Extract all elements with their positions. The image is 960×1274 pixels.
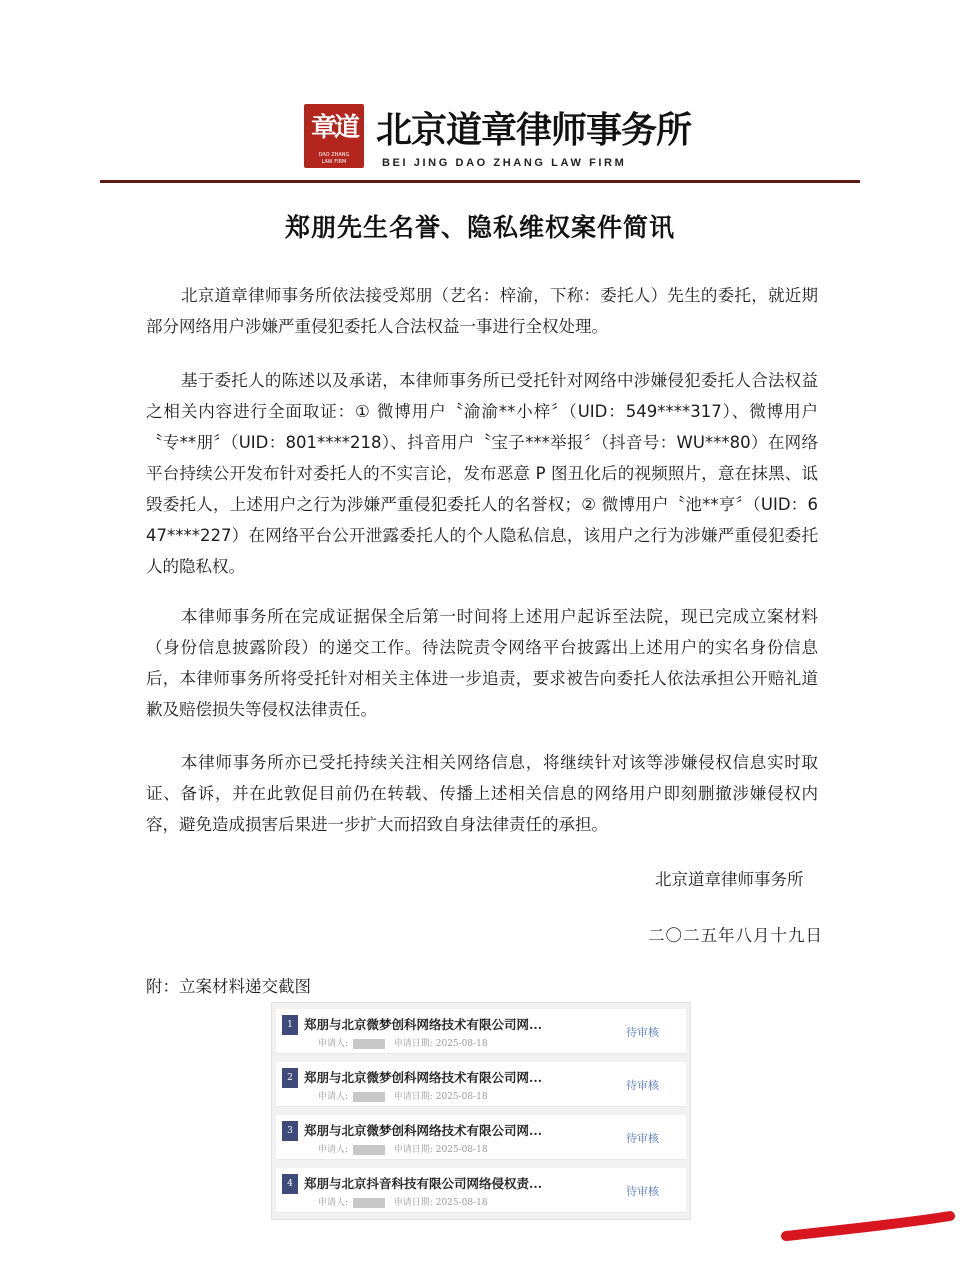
case-number-badge: 3: [282, 1121, 298, 1141]
seal-subtitle-2: LAW FIRM: [321, 159, 347, 165]
attachment-label: 附：立案材料递交截图: [146, 977, 311, 996]
date-label: 申请日期:: [393, 1198, 433, 1208]
case-meta: [318, 1195, 488, 1208]
date-label: 申请日期:: [393, 1092, 433, 1102]
letterhead: [0, 0, 960, 190]
case-meta: [318, 1036, 488, 1049]
case-status: 待审核: [626, 1132, 659, 1145]
applicant-label: 申请人:: [318, 1145, 349, 1155]
paragraph-2: 基于委托人的陈述以及承诺，本律师事务所已受托针对网络中涉嫌侵犯委托人合法权益之相关内容进行全面取证：① 微博用户〝渝渝**小梓〞（UID：549****317）、微博用户〝专**朋〞（UID：801****218）、抖音用户〝宝子***举报〞（抖音号：WU***80）在网络平台持续公开发布针对委托人的不实言论，发布恶意 P 图丑化后的视频照片，意在抹黑、诋毁委托人，上述用户之行为涉嫌严重侵犯委托人的名誉权；② 微博用户〝池**亨〞（UID：647****227）在网络平台公开泄露委托人的个人隐私信息，该用户之行为涉嫌严重侵犯委托人的隐私权。: [146, 371, 818, 576]
case-row: [276, 1168, 686, 1213]
signature-firm: 北京道章律师事务所: [655, 870, 804, 889]
case-name: 郑朋与北京微梦创科网络技术有限公司网...: [304, 1017, 543, 1032]
case-filing-screenshot: [271, 1002, 691, 1220]
case-name: 郑朋与北京微梦创科网络技术有限公司网...: [304, 1123, 543, 1138]
case-date: 2025-08-18: [435, 1092, 488, 1102]
paragraph-1: 北京道章律师事务所依法接受郑朋（艺名：梓渝，下称：委托人）先生的委托，就近期部分网络用户涉嫌严重侵犯委托人合法权益一事进行全权处理。: [146, 286, 818, 336]
case-name: 郑朋与北京微梦创科网络技术有限公司网...: [304, 1070, 543, 1085]
firm-name-chinese: 北京道章律师事务所: [376, 109, 692, 151]
seal-characters: 章道: [310, 113, 357, 143]
applicant-label: 申请人:: [318, 1039, 349, 1049]
case-date: 2025-08-18: [435, 1039, 488, 1049]
applicant-label: 申请人:: [318, 1198, 349, 1208]
redacted-block: [353, 1092, 385, 1102]
header-divider: [100, 180, 860, 183]
case-number-badge: 1: [282, 1015, 298, 1035]
paragraph-3: 本律师事务所在完成证据保全后第一时间将上述用户起诉至法院，现已完成立案材料（身份信息披露阶段）的递交工作。待法院责令网络平台披露出上述用户的实名身份信息后，本律师事务所将受托针对相关主体进一步追责，要求被告向委托人依法承担公开赔礼道歉及赔偿损失等侵权法律责任。: [146, 607, 818, 719]
case-date: 2025-08-18: [435, 1145, 488, 1155]
case-meta: [318, 1089, 488, 1102]
date-label: 申请日期:: [393, 1039, 433, 1049]
case-row: [276, 1062, 686, 1107]
paragraph-4: 本律师事务所亦已受托持续关注相关网络信息，将继续针对该等涉嫌侵权信息实时取证、备诉，并在此敦促目前仍在转载、传播上述相关信息的网络用户即刻删撤涉嫌侵权内容，避免造成损害后果进一步扩大而招致自身法律责任的承担。: [146, 753, 818, 834]
case-status: 待审核: [626, 1185, 659, 1198]
red-pen-mark: [780, 1208, 960, 1248]
applicant-label: 申请人:: [318, 1092, 349, 1102]
seal-subtitle-1: DAO ZHANG: [318, 152, 350, 158]
case-status: 待审核: [626, 1079, 659, 1092]
date-label: 申请日期:: [393, 1145, 433, 1155]
case-number-badge: 2: [282, 1068, 298, 1088]
case-date: 2025-08-18: [435, 1198, 488, 1208]
firm-name-english: BEI JING DAO ZHANG LAW FIRM: [382, 157, 627, 169]
redacted-block: [353, 1198, 385, 1208]
case-row: [276, 1009, 686, 1054]
document-title: 郑朋先生名誉、隐私维权案件简讯: [284, 213, 675, 242]
case-number-badge: 4: [282, 1174, 298, 1194]
signature-date: 二〇二五年八月十九日: [648, 926, 823, 945]
case-name: 郑朋与北京抖音科技有限公司网络侵权责...: [304, 1176, 543, 1191]
redacted-block: [353, 1039, 385, 1049]
redacted-block: [353, 1145, 385, 1155]
case-status: 待审核: [626, 1026, 659, 1039]
firm-seal-logo: [304, 104, 364, 168]
case-row: [276, 1115, 686, 1160]
case-meta: [318, 1142, 488, 1155]
